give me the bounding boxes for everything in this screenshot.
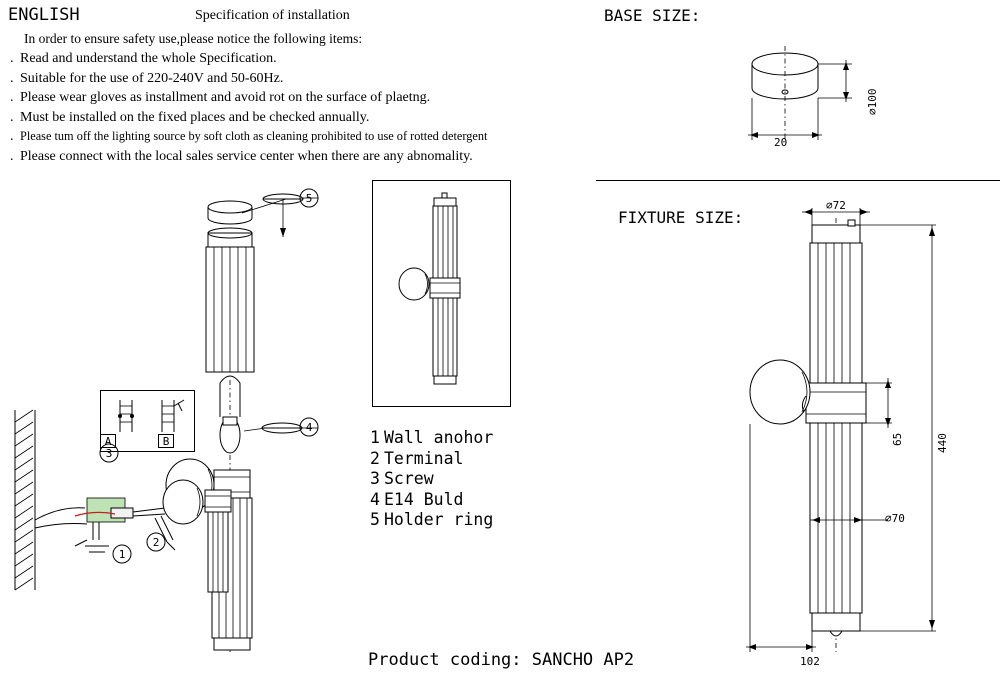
assembled-product-frame (372, 180, 512, 408)
callout-1 (111, 543, 135, 567)
base-size-label: BASE SIZE: (604, 6, 701, 25)
bullet-item: . Please tum off the lighting source by soft cloth as cleaning prohibited to use of rotted detergent (10, 129, 488, 144)
bullet-item: . Please wear gloves as installment and avoid rot on the surface of plaetng. (10, 90, 431, 105)
detail-marker-b (158, 434, 176, 450)
legend-item: 5 Holder ring (370, 510, 494, 530)
detail-marker-b-label: B (162, 435, 170, 448)
callout-3-number: 3 (105, 447, 113, 460)
specification-title: Specification of installation (195, 8, 350, 23)
legend-item: 2 Terminal (370, 448, 464, 468)
bullet-item: . Suitable for the use of 220-240V and 50-60Hz. (10, 70, 284, 86)
callout-2 (145, 531, 169, 555)
callout-5-number: 5 (305, 192, 313, 205)
section-divider (596, 180, 1000, 181)
language-title: ENGLISH (8, 5, 80, 25)
callout-1-number: 1 (118, 548, 126, 561)
fixture-body-diameter-dimension: ⌀70 (885, 512, 905, 525)
callout-2-number: 2 (152, 536, 160, 549)
fixture-size-drawing (740, 200, 990, 670)
legend-item: 4 E14 Buld (370, 489, 464, 509)
callout-4 (298, 416, 322, 440)
bullet-item: . Please connect with the local sales service center when there are any abnomality. (10, 148, 473, 164)
parts-legend (370, 428, 493, 531)
fixture-segment-height-dimension: 65 (891, 432, 904, 446)
fixture-top-diameter-dimension: ⌀72 (826, 199, 846, 212)
callout-3 (98, 442, 122, 466)
bullet-item: . Read and understand the whole Specification. (10, 51, 277, 66)
base-diameter-dimension: ⌀100 (866, 88, 879, 115)
callout-5 (298, 187, 322, 211)
safety-bullet-list (10, 49, 540, 166)
detail-marker-a-label: A (104, 435, 112, 448)
bullet-item: . Must be installed on the fixed places and be checked annually. (10, 109, 370, 125)
fixture-size-label: FIXTURE SIZE: (618, 208, 744, 227)
callout-4-number: 4 (305, 421, 313, 434)
product-coding: Product coding: SANCHO AP2 (368, 650, 635, 670)
intro-text: In order to ensure safety use,please notice the following items: (24, 31, 363, 46)
fixture-total-height-dimension: 440 (936, 433, 949, 453)
legend-item: 3 Screw (370, 469, 434, 489)
fixture-base-width-dimension: 102 (800, 655, 820, 668)
base-depth-dimension: 20 (774, 136, 788, 149)
legend-item: 1 Wall anohor (370, 428, 494, 447)
